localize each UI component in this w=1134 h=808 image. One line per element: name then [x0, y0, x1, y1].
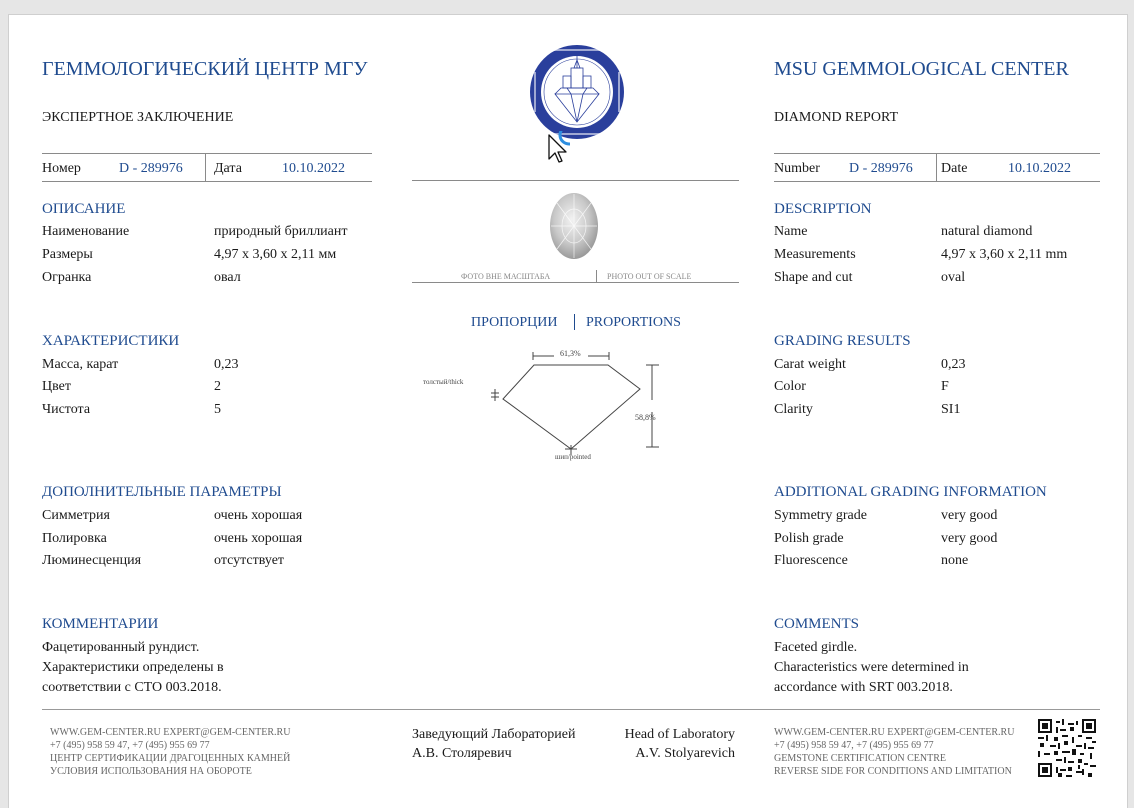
girdle-label: толстый/thick — [423, 378, 464, 386]
ru-comments-heading: КОММЕНТАРИИ — [42, 616, 159, 632]
en-title: MSU GEMMOLOGICAL CENTER — [774, 58, 1069, 80]
ru-desc-label: Размеры — [42, 247, 93, 262]
en-date-value: 10.10.2022 — [1008, 161, 1071, 176]
ru-desc-value: природный бриллиант — [214, 224, 348, 239]
en-date-label: Date — [941, 161, 968, 176]
en-footer-line: GEMSTONE CERTIFICATION CENTRE — [774, 753, 946, 764]
en-footer-line: WWW.GEM-CENTER.RU EXPERT@GEM-CENTER.RU — [774, 727, 1015, 738]
en-add-value: very good — [941, 508, 998, 523]
ru-add-value: очень хорошая — [214, 508, 303, 523]
ru-footer-line: ЦЕНТР СЕРТИФИКАЦИИ ДРАГОЦЕННЫХ КАМНЕЙ — [50, 753, 291, 764]
ru-date-label: Дата — [214, 161, 242, 176]
ru-char-value: 2 — [214, 379, 221, 394]
en-report-type: DIAMOND REPORT — [774, 110, 898, 125]
en-number-value: D - 289976 — [849, 161, 913, 176]
photo-caption-en: PHOTO OUT OF SCALE — [607, 272, 692, 281]
ru-add-label: Полировка — [42, 531, 107, 546]
ru-char-label: Масса, карат — [42, 357, 119, 372]
ru-add-label: Люминесценция — [42, 553, 142, 568]
culet-label: шип/pointed — [555, 453, 591, 461]
mouse-cursor-icon — [548, 131, 570, 167]
ru-char-label: Цвет — [42, 379, 71, 394]
photo-caption-ru: ФОТО ВНЕ МАСШТАБА — [461, 272, 551, 281]
ru-comment-line: соответствии с СТО 003.2018. — [42, 680, 222, 695]
diamond-photo — [547, 191, 601, 261]
en-signature-title: Head of Laboratory — [624, 727, 735, 742]
ru-desc-label: Огранка — [42, 270, 92, 285]
ru-footer-line: УСЛОВИЯ ИСПОЛЬЗОВАНИЯ НА ОБОРОТЕ — [50, 766, 252, 777]
en-comment-line: accordance with SRT 003.2018. — [774, 680, 953, 695]
en-desc-label: Measurements — [774, 247, 856, 262]
ru-add-value: отсутствует — [214, 553, 285, 568]
ru-add-value: очень хорошая — [214, 531, 303, 546]
msu-seal-logo — [527, 42, 627, 142]
qr-code[interactable] — [1038, 719, 1096, 777]
ru-signature-title: Заведующий Лабораторией — [412, 727, 576, 742]
en-comments-heading: COMMENTS — [774, 616, 860, 632]
ru-date-value: 10.10.2022 — [282, 161, 345, 176]
en-number-row — [774, 155, 1100, 181]
table-percent: 61,3% — [560, 349, 581, 358]
ru-signature-name: А.В. Столяревич — [412, 746, 512, 761]
en-grade-value: SI1 — [941, 402, 961, 417]
en-desc-value: natural diamond — [941, 224, 1033, 239]
ru-desc-value: 4,97 x 3,60 x 2,11 мм — [214, 247, 337, 262]
en-desc-value: oval — [941, 270, 966, 285]
ru-desc-label: Наименование — [42, 224, 130, 239]
en-add-value: none — [941, 553, 969, 568]
ru-char-value: 5 — [214, 402, 221, 417]
ru-footer-line: +7 (495) 958 59 47, +7 (495) 955 69 77 — [50, 740, 210, 751]
en-additional-heading: ADDITIONAL GRADING INFORMATION — [774, 484, 1047, 500]
ru-comment-line: Характеристики определены в — [42, 660, 224, 675]
en-grade-label: Clarity — [774, 402, 813, 417]
en-desc-label: Name — [774, 224, 808, 239]
en-add-label: Symmetry grade — [774, 508, 867, 523]
ru-add-label: Симметрия — [42, 508, 110, 523]
en-comment-line: Characteristics were determined in — [774, 660, 969, 675]
ru-char-label: Чистота — [42, 402, 91, 417]
ru-report-type: ЭКСПЕРТНОЕ ЗАКЛЮЧЕНИЕ — [42, 110, 234, 125]
en-grade-label: Color — [774, 379, 806, 394]
en-grade-value: 0,23 — [941, 357, 966, 372]
depth-percent: 58,8% — [635, 413, 656, 422]
en-desc-value: 4,97 x 3,60 x 2,11 mm — [941, 247, 1068, 262]
ru-characteristics-heading: ХАРАКТЕРИСТИКИ — [42, 333, 180, 349]
proportions-diagram — [419, 349, 679, 465]
en-number-label: Number — [774, 161, 820, 176]
ru-char-value: 0,23 — [214, 357, 239, 372]
ru-description-heading: ОПИСАНИЕ — [42, 201, 126, 217]
en-grading-heading: GRADING RESULTS — [774, 333, 911, 349]
ru-comment-line: Фацетированный рундист. — [42, 640, 200, 655]
ru-title: ГЕММОЛОГИЧЕСКИЙ ЦЕНТР МГУ — [42, 58, 368, 80]
ru-number-value: D - 289976 — [119, 161, 183, 176]
en-description-heading: DESCRIPTION — [774, 201, 872, 217]
ru-number-label: Номер — [42, 161, 81, 176]
ru-number-row — [42, 155, 372, 181]
en-grade-value: F — [941, 379, 949, 394]
en-footer-line: +7 (495) 958 59 47, +7 (495) 955 69 77 — [774, 740, 934, 751]
en-add-label: Fluorescence — [774, 553, 848, 568]
en-add-label: Polish grade — [774, 531, 844, 546]
ru-desc-value: овал — [214, 270, 241, 285]
proportions-ru: ПРОПОРЦИИ — [471, 315, 558, 330]
proportions-en: PROPORTIONS — [586, 315, 681, 330]
en-comment-line: Faceted girdle. — [774, 640, 858, 655]
ru-footer-line: WWW.GEM-CENTER.RU EXPERT@GEM-CENTER.RU — [50, 727, 291, 738]
ru-additional-heading: ДОПОЛНИТЕЛЬНЫЕ ПАРАМЕТРЫ — [42, 484, 282, 500]
en-signature-name: A.V. Stolyarevich — [635, 746, 735, 761]
en-footer-line: REVERSE SIDE FOR CONDITIONS AND LIMITATION — [774, 766, 1012, 777]
en-add-value: very good — [941, 531, 998, 546]
en-grade-label: Carat weight — [774, 357, 846, 372]
en-desc-label: Shape and cut — [774, 270, 853, 285]
